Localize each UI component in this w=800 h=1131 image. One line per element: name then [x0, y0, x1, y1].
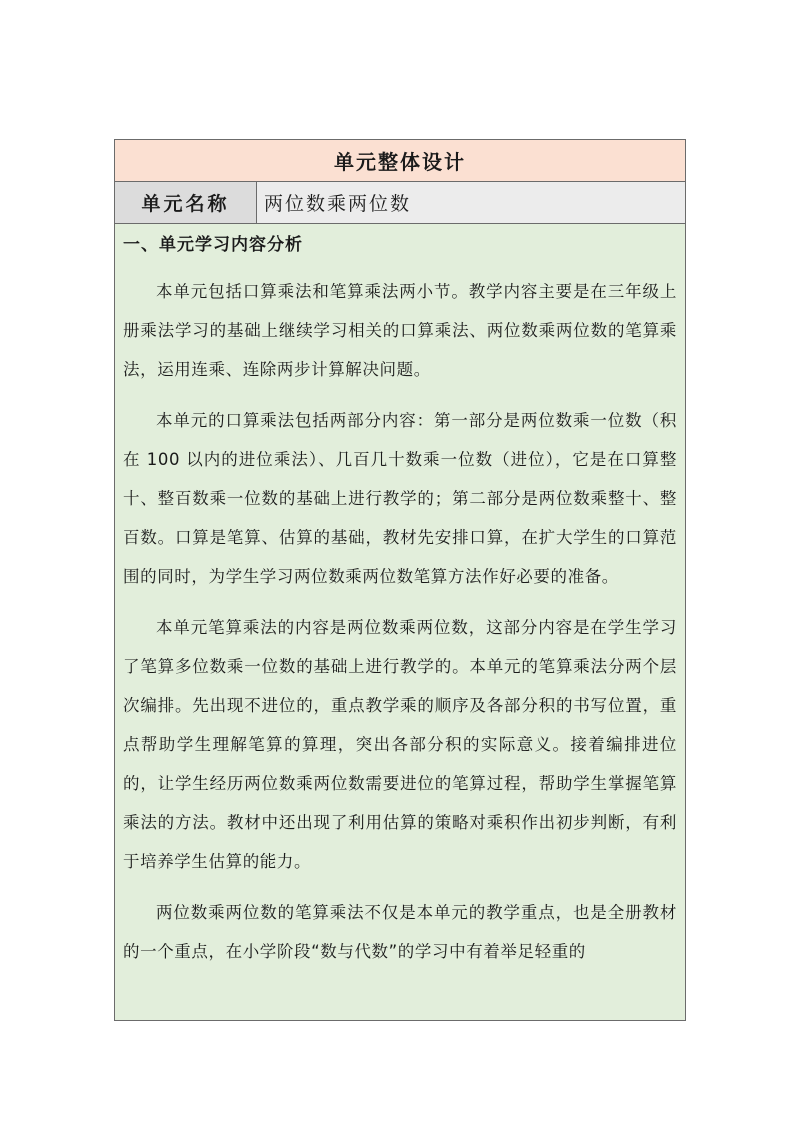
paragraph: 本单元笔算乘法的内容是两位数乘两位数，这部分内容是在学生学习了笔算多位数乘一位数的基础上进行教学的。本单元的笔算乘法分两个层次编排。先出现不进位的，重点教学乘的顺序及各部分积的书写位置，重点帮助学生理解笔算的算理，突出各部分积的实际意义。接着编排进位的，让学生经历两位数乘两位数需要进位的笔算过程，帮助学生掌握笔算乘法的方法。教材中还出现了利用估算的策略对乘积作出初步判断，有利于培养学生估算的能力。: [123, 618, 677, 871]
paragraph: 本单元的口算乘法包括两部分内容：第一部分是两位数乘一位数（积在 100 以内的进位乘法）、几百几十数乘一位数（进位），它是在口算整十、整百数乘一位数的基础上进行教学的；第二部分是两位数乘整十、整百数。口算是笔算、估算的基础，教材先安排口算，在扩大学生的口算范围的同时，为学生学习两位数乘两位数笔算方法作好必要的准备。: [123, 411, 677, 586]
paragraph: 两位数乘两位数的笔算乘法不仅是本单元的教学重点，也是全册教材的一个重点，在小学阶段“数与代数”的学习中有着举足轻重的: [123, 903, 677, 961]
table-title: 单元整体设计: [115, 140, 685, 182]
unit-name-value: 两位数乘两位数: [257, 182, 685, 223]
content-cell: [115, 224, 685, 1021]
paragraph: 本单元包括口算乘法和笔算乘法两小节。教学内容主要是在三年级上册乘法学习的基础上继续学习相关的口算乘法、两位数乘两位数的笔算乘法，运用连乘、连除两步计算解决问题。: [123, 282, 677, 379]
unit-design-table: [114, 139, 686, 1021]
unit-name-row: [115, 182, 685, 224]
section-heading: 一、单元学习内容分析: [123, 235, 303, 255]
unit-name-label: 单元名称: [115, 182, 257, 223]
